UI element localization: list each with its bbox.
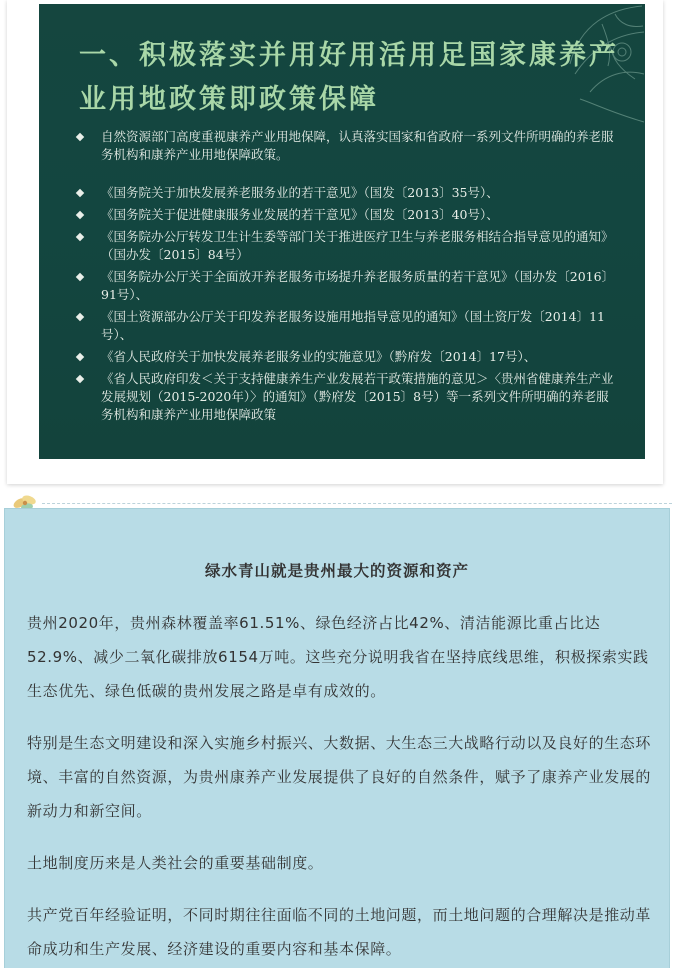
slide — [39, 4, 645, 459]
list-item — [77, 206, 617, 224]
list-item — [77, 268, 617, 304]
slide-title: 一、积极落实并用好用活用足国家康养产业用地政策即政策保障 — [79, 40, 619, 115]
list-item — [77, 228, 617, 264]
diamond-bullet-icon — [76, 273, 84, 281]
paragraph: 贵州2020年，贵州森林覆盖率61.51%、绿色经济占比42%、清洁能源比重占比达52.9%、减少二氧化碳排放6154万吨。这些充分说明我省在坚持底线思维，积极探索实践生态优先、绿色低碳的贵州发展之路是卓有成效的。 — [27, 614, 649, 700]
list-item — [77, 128, 617, 164]
list-item-text: 《省人民政府关于加快发展养老服务业的实施意见》（黔府发〔2014〕17号）、 — [101, 349, 537, 364]
diamond-bullet-icon — [76, 133, 84, 141]
diamond-bullet-icon — [76, 189, 84, 197]
list-item-text: 《国务院办公厅转发卫生计生委等部门关于推进医疗卫生与养老服务相结合指导意见的通知》（国办发〔2015〕84号） — [101, 229, 614, 262]
list-item-text: 《国务院办公厅关于全面放开养老服务市场提升养老服务质量的若干意见》（国办发〔2016〕91号）、 — [101, 269, 615, 302]
list-item-text: 《国土资源部办公厅关于印发养老服务设施用地指导意见的通知》（国土资厅发〔2014〕11号）、 — [101, 309, 605, 342]
paragraph: 特别是生态文明建设和深入实施乡村振兴、大数据、大生态三大战略行动以及良好的生态环境、丰富的自然资源，为贵州康养产业发展提供了良好的自然条件，赋予了康养产业发展的新动力和新空间。 — [27, 734, 652, 820]
list-item — [77, 370, 617, 424]
article-body — [27, 606, 651, 968]
divider-line — [42, 503, 672, 504]
slide-image-card — [7, 0, 663, 484]
article-title: 绿水青山就是贵州最大的资源和资产 — [204, 562, 469, 580]
slide-bullet-list — [77, 128, 617, 428]
diamond-bullet-icon — [76, 313, 84, 321]
diamond-bullet-icon — [76, 211, 84, 219]
diamond-bullet-icon — [76, 375, 84, 383]
diamond-bullet-icon — [76, 353, 84, 361]
list-item-text: 《国务院关于促进健康服务业发展的若干意见》（国发〔2013〕40号）、 — [101, 207, 499, 222]
paragraph: 土地制度历来是人类社会的重要基础制度。 — [27, 854, 324, 872]
article-panel — [4, 508, 670, 968]
list-item — [77, 348, 617, 366]
list-item-text: 《国务院关于加快发展养老服务业的若干意见》（国发〔2013〕35号）、 — [101, 185, 499, 200]
list-item — [77, 184, 617, 202]
list-item-text: 《省人民政府印发＜关于支持健康养生产业发展若干政策措施的意见＞〈贵州省健康养生产业发展规划（2015-2020年）〉的通知》（黔府发〔2015〕8号）等一系列文件所明确的养老服务机构和康养产业用地保障政策 — [101, 371, 614, 422]
diamond-bullet-icon — [76, 233, 84, 241]
list-item — [77, 308, 617, 344]
list-item-text: 自然资源部门高度重视康养产业用地保障，认真落实国家和省政府一系列文件所明确的养老服务机构和康养产业用地保障政策。 — [101, 129, 614, 162]
paragraph: 共产党百年经验证明，不同时期往往面临不同的土地问题，而土地问题的合理解决是推动革命成功和生产发展、经济建设的重要内容和基本保障。 — [27, 906, 652, 958]
